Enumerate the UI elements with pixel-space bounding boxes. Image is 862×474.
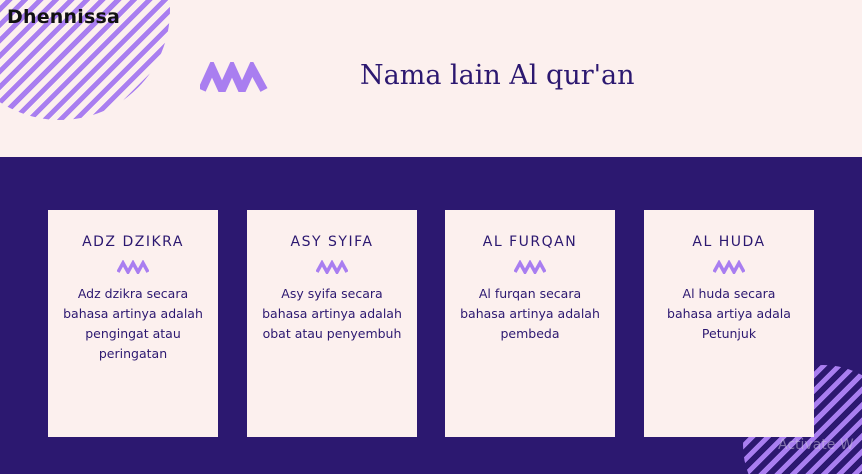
card-al-furqan	[445, 210, 615, 437]
card-title: ADZ DZIKRA	[82, 234, 184, 250]
content-band	[0, 157, 862, 474]
zigzag-icon	[514, 260, 546, 274]
card-body: Adz dzikra secara bahasa artinya adalah pengingat atau peringatan	[63, 286, 203, 361]
card-title: AL FURQAN	[482, 234, 578, 250]
card-body: Asy syifa secara bahasa artinya adalah obat atau penyembuh	[262, 286, 402, 341]
page-title: Nama lain Al qur'an	[360, 60, 635, 91]
card-al-huda	[644, 210, 814, 437]
card-title: ASY SYIFA	[290, 234, 374, 250]
card-asy-syifa	[247, 210, 417, 437]
brand-name: Dhennissa	[7, 6, 120, 28]
activation-watermark: Activate W	[778, 437, 854, 453]
card-body: Al huda secara bahasa artiya adala Petunjuk	[667, 286, 791, 341]
card-body: Al furqan secara bahasa artinya adalah pembeda	[460, 286, 600, 341]
zigzag-icon	[117, 260, 149, 274]
zigzag-icon	[316, 260, 348, 274]
card-adz-dzikra	[48, 210, 218, 437]
header-section	[0, 0, 862, 157]
card-title: AL HUDA	[692, 234, 766, 250]
zigzag-icon	[713, 260, 745, 274]
zigzag-icon	[200, 62, 268, 92]
